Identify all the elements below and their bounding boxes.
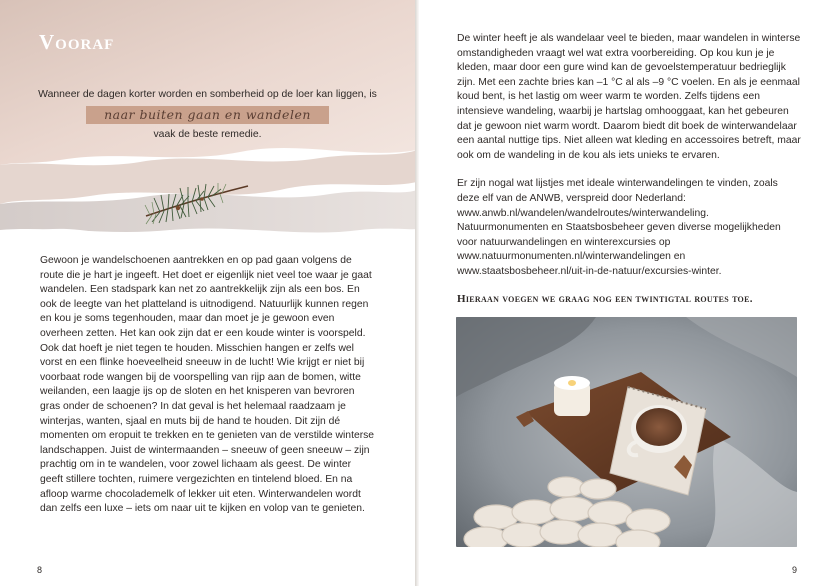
page-number: 8 xyxy=(37,565,43,575)
winter-coffee-photo xyxy=(456,317,797,547)
intro-line: Wanneer de dagen korter worden en somberheid op de loer kan liggen, is xyxy=(38,89,377,100)
section-subheading: Hieraan voegen we graag nog een twintigtal routes toe. xyxy=(457,293,753,305)
pine-branch-icon xyxy=(140,168,255,240)
intro-line: vaak de beste remedie. xyxy=(153,129,262,140)
right-page xyxy=(419,0,838,586)
paragraph: Gewoon je wandelschoenen aantrekken en op pad gaan volgens de route die je hart je ingeeft. Het doet er eigenlijk niet veel toe waar je gaat wandelen. Een stadspark kan net zo aantrekkelijk zijn als een bos. En ook de leegte van het platteland is uitnodigend. Natuurlijk kunnen regen en kou je soms tegenhouden, maar dan moet je je gewoon even overheen zetten. Het kan ook zijn dat er een koude winter is voorspeld. Ook dat hoeft je niet tegen te houden. Misschien hangen er zelfs wel vorst en een flinke hoeveelheid sneeuw in de lucht! Wie krijgt er niet bij voorbaat rode wangen bij de voorspelling van rijp aan de bomen, witte weilanden, een laagje ijs op de sloten en het knisperen van bevroren gras onder de schoenen? In dat geval is het helemaal raadzaam je winterjas, wanten, sjaal en muts bij de hand te houden. Dit zijn dé momenten om eropuit te trekken en te genieten van de verstilde winterse landschappen. Juist de wintermaanden – sneeuw of geen sneeuw – zijn prachtig om in te wandelen, voor zowel lichaam als geest. De winter geeft stillere tochten, ruimere vergezichten en tintelend bloed. En na afloop warme chocolademelk of lekker uit eten. Winterwandelen wordt dan zelfs een luxe – iets om naar uit te kijken en volop van te genieten. xyxy=(40,255,375,515)
paragraph: Er zijn nogal wat lijstjes met ideale winterwandelingen te vinden, zoals deze elf van de ANWB, verspreid door Nederland: www.anwb.nl/wandelen/wandelroutes/winterwandeling. Natuurmonumenten en Staatsbosbeheer geven diverse mogelijkheden voor natuurwandelingen en winterexcursies op www.natuurmonumenten.nl/winterwandelingen en www.staatsbosbeheer.nl/uit-in-de-natuur/excursies-winter. xyxy=(457,178,781,277)
body-text xyxy=(40,254,376,517)
left-page xyxy=(0,0,417,586)
page-number: 9 xyxy=(792,565,798,575)
body-text xyxy=(457,32,801,294)
page-title: Vooraf xyxy=(39,30,115,54)
intro-highlight: naar buiten gaan en wandelen xyxy=(86,106,329,124)
paragraph: De winter heeft je als wandelaar veel te bieden, maar wandelen in winterse omstandigheden vraagt wel wat extra voorbereiding. Op kou kun je je kleden, maar door een gure wind kan de gevoelstemperatuur bedrieglijk zijn. Met een zachte bries kan –1 °C al als –9 °C voelen. En als je eenmaal koud bent, is het lastig om weer warm te worden. Zelfs tijdens een intensieve wandeling, waarbij je hartslag omhooggaat, kan het gebeuren dat je gewoon niet warm wordt. Daarom biedt dit boek de winterwandelaar een aantal nuttige tips. Niet alleen wat kleding en accessoires betreft, maar ook om de wandeling in de kou als iets unieks te ervaren. xyxy=(457,33,801,161)
intro-quote xyxy=(20,88,395,142)
